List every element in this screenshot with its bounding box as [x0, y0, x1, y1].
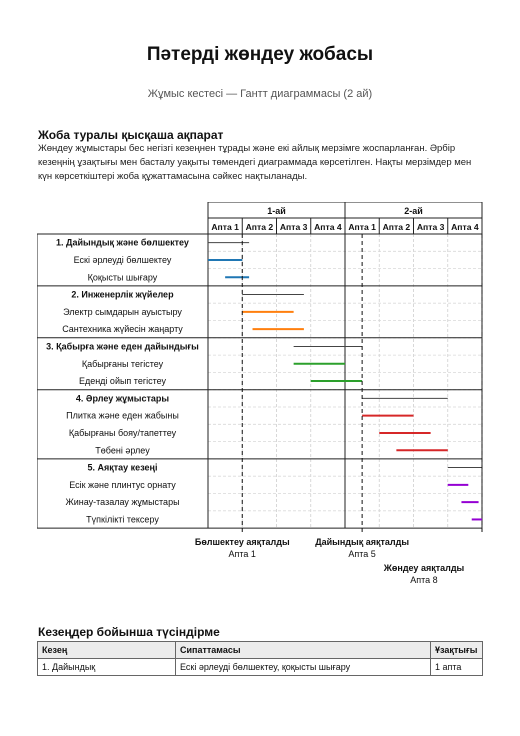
week-label: Апта 4: [451, 222, 479, 232]
table-header-row: [38, 642, 483, 659]
task-label: Ескі әрлеуді бөлшектеу: [73, 254, 172, 265]
explanation-table: [37, 641, 483, 676]
task-label: Жинау-тазалау жұмыстары: [65, 497, 180, 508]
gantt-chart: [37, 202, 487, 532]
task-label: Қабырғаны бояу/тапеттеу: [68, 427, 177, 438]
row-phase: 1. Дайындық: [38, 659, 176, 676]
page-title: Пәтерді жөндеу жобасы: [146, 44, 374, 65]
milestone-label: [182, 536, 302, 560]
milestone-title: Жөндеу аяқталды: [383, 563, 465, 574]
task-label: Төбені әрлеу: [95, 445, 150, 456]
table-row: [38, 659, 483, 676]
week-label: Апта 3: [416, 222, 445, 232]
task-label: Есік және плинтус орнату: [69, 479, 176, 490]
row-description: Ескі әрлеуді бөлшектеу, қоқысты шығару: [176, 659, 431, 676]
phase-label: 5. Аяқтау кезеңі: [87, 462, 158, 473]
header-duration: Ұзақтығы: [431, 642, 483, 659]
milestone-label: [364, 562, 484, 586]
phase-label: 2. Инженерлік жүйелер: [71, 289, 174, 300]
overview-text: Жөндеу жұмыстары бес негізгі кезеңнен тұрады және екі айлық мерзімге жоспарланған. Әрбір кезеңнің ұзақтығы мен басталу уақыты төмендегі диаграммада көрсетілген. Нақты мерзімдер мен күн көрсеткіштері жоба құжаттамасына сәйкес нақтыланады.: [38, 143, 472, 182]
week-label: Апта 4: [314, 222, 342, 232]
milestone-title: Бөлшектеу аяқталды: [194, 537, 290, 548]
task-label: Қоқысты шығару: [87, 272, 158, 283]
week-label: Апта 1: [211, 222, 239, 232]
task-label: Түпкілікті тексеру: [86, 514, 159, 525]
milestone-week: Апта 8: [410, 575, 438, 586]
row-duration: 1 апта: [431, 659, 483, 676]
header-description: Сипаттамасы: [176, 642, 431, 659]
week-label: Апта 3: [279, 222, 308, 232]
milestone-week: Апта 5: [348, 549, 376, 560]
task-label: Плитка және еден жабыны: [66, 410, 179, 421]
week-label: Апта 2: [382, 222, 411, 232]
month-label: 2-ай: [404, 206, 423, 216]
phase-label: 1. Дайындық және бөлшектеу: [56, 237, 189, 248]
milestone-title: Дайындық аяқталды: [315, 537, 410, 548]
header-phase: Кезең: [38, 642, 176, 659]
explanation-heading: Кезеңдер бойынша түсіндірме: [38, 625, 220, 639]
task-label: Еденді ойып тегістеу: [78, 376, 167, 387]
overview-heading: Жоба туралы қысқаша ақпарат: [38, 128, 224, 142]
month-label: 1-ай: [267, 206, 286, 216]
task-label: Электр сымдарын ауыстыру: [63, 306, 182, 317]
week-label: Апта 2: [245, 222, 274, 232]
task-label: Сантехника жүйесін жаңарту: [62, 324, 183, 335]
milestone-week: Апта 1: [228, 549, 256, 560]
week-label: Апта 1: [348, 222, 376, 232]
page-subtitle: Жұмыс кестесі — Гантт диаграммасы (2 ай): [147, 88, 373, 100]
milestone-label: [302, 536, 422, 560]
phase-label: 4. Әрлеу жұмыстары: [75, 393, 170, 404]
task-label: Қабырғаны тегістеу: [81, 358, 164, 369]
phase-label: 3. Қабырға және еден дайындығы: [46, 341, 199, 352]
